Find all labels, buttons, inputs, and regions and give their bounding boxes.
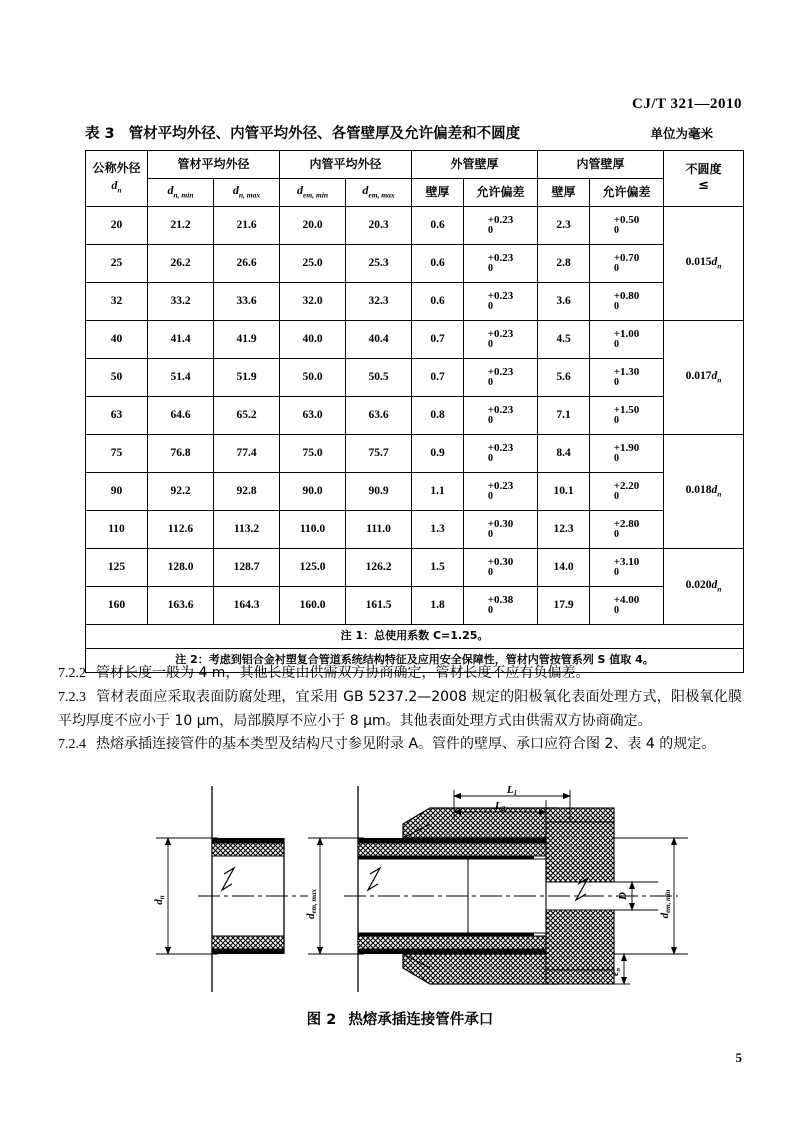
cell-dem-min: 63.0 — [280, 397, 346, 435]
cell-dem-max: 126.2 — [346, 549, 412, 587]
socket-fitting-section — [305, 784, 688, 992]
cell-nominal-diameter: 50 — [86, 359, 148, 397]
cell-dem-max: 20.3 — [346, 207, 412, 245]
col-group-inner-wall-thickness: 内管壁厚 — [538, 151, 664, 179]
table-row — [86, 511, 744, 549]
table-note-row — [86, 625, 744, 649]
dim-label-L2: L2 — [494, 800, 506, 813]
table-header-row-2 — [86, 179, 744, 207]
cell-outer-thickness: 0.7 — [412, 321, 464, 359]
cell-inner-thickness: 17.9 — [538, 587, 590, 625]
cell-outer-thickness: 1.3 — [412, 511, 464, 549]
cell-outer-thickness: 0.6 — [412, 283, 464, 321]
cell-outer-tolerance: +0.23 0 — [464, 245, 538, 283]
cell-dn-min: 76.8 — [148, 435, 214, 473]
table-row — [86, 283, 744, 321]
figure-title: 热熔承插连接管件承口 — [348, 1012, 494, 1028]
cell-outer-tolerance: +0.23 0 — [464, 397, 538, 435]
cell-dem-min: 25.0 — [280, 245, 346, 283]
cell-dem-max: 40.4 — [346, 321, 412, 359]
cell-outer-thickness: 1.8 — [412, 587, 464, 625]
clause-text: 管材长度一般为 4 m，其他长度由供需双方协商确定，管材长度不应有负偏差。 — [96, 665, 590, 681]
cell-inner-tolerance: +3.10 0 — [590, 549, 664, 587]
table-body — [86, 207, 744, 673]
cell-inner-thickness: 7.1 — [538, 397, 590, 435]
cell-dem-max: 63.6 — [346, 397, 412, 435]
cell-dn-max: 33.6 — [214, 283, 280, 321]
table-label: 表 3 — [85, 126, 115, 142]
cell-dn-max: 113.2 — [214, 511, 280, 549]
table-unit-note: 单位为毫米 — [650, 126, 713, 141]
cell-outer-thickness: 0.7 — [412, 359, 464, 397]
cell-dem-min: 160.0 — [280, 587, 346, 625]
cell-inner-thickness: 3.6 — [538, 283, 590, 321]
cell-dn-max: 92.8 — [214, 473, 280, 511]
cell-dem-max: 32.3 — [346, 283, 412, 321]
col-outer-tolerance: 允许偏差 — [464, 179, 538, 207]
page-header-standard-number: CJ/T 321—2010 — [632, 96, 742, 112]
cell-dem-min: 50.0 — [280, 359, 346, 397]
col-dem-max: $d_{em, max}$ — [346, 179, 412, 207]
cell-dn-max: 51.9 — [214, 359, 280, 397]
cell-dn-max: 128.7 — [214, 549, 280, 587]
figure-caption — [0, 1008, 800, 1029]
col-dn-max: $d_{n, max}$ — [214, 179, 280, 207]
cell-outer-thickness: 0.6 — [412, 207, 464, 245]
dim-label-D: D — [617, 892, 629, 900]
col-inner-thickness: 壁厚 — [538, 179, 590, 207]
cell-dem-min: 32.0 — [280, 283, 346, 321]
cell-outer-tolerance: +0.23 0 — [464, 321, 538, 359]
table-row — [86, 321, 744, 359]
cell-dem-max: 75.7 — [346, 435, 412, 473]
col-inner-tolerance: 允许偏差 — [590, 179, 664, 207]
cell-outer-tolerance: +0.23 0 — [464, 473, 538, 511]
dim-label-dem-min: dem, min — [659, 889, 672, 919]
table-row — [86, 473, 744, 511]
clause-number: 7.2.2 — [58, 666, 86, 681]
cell-nominal-diameter: 125 — [86, 549, 148, 587]
clause-7-2-2 — [58, 662, 742, 686]
cell-outer-tolerance: +0.23 0 — [464, 435, 538, 473]
clause-7-2-3 — [58, 686, 742, 732]
cell-dn-min: 33.2 — [148, 283, 214, 321]
cell-outer-thickness: 1.1 — [412, 473, 464, 511]
cell-inner-thickness: 8.4 — [538, 435, 590, 473]
table-caption — [85, 122, 713, 143]
cell-outer-tolerance: +0.30 0 — [464, 549, 538, 587]
cell-inner-tolerance: +0.50 0 — [590, 207, 664, 245]
pipe-dimension-table — [85, 150, 744, 673]
cell-outer-tolerance: +0.23 0 — [464, 359, 538, 397]
cell-dn-min: 41.4 — [148, 321, 214, 359]
table-row — [86, 549, 744, 587]
cell-dn-max: 41.9 — [214, 321, 280, 359]
cell-outer-thickness: 0.8 — [412, 397, 464, 435]
cell-inner-thickness: 14.0 — [538, 549, 590, 587]
cell-dem-min: 125.0 — [280, 549, 346, 587]
table-row — [86, 397, 744, 435]
cell-inner-tolerance: +1.30 0 — [590, 359, 664, 397]
cell-nominal-diameter: 40 — [86, 321, 148, 359]
cell-dem-min: 20.0 — [280, 207, 346, 245]
cell-outer-tolerance: +0.38 0 — [464, 587, 538, 625]
table-note-1: 注 1：总使用系数 C=1.25。 — [86, 625, 744, 649]
cell-nominal-diameter: 90 — [86, 473, 148, 511]
cell-inner-tolerance: +0.80 0 — [590, 283, 664, 321]
col-group-inner-pipe-mean-od: 内管平均外径 — [280, 151, 412, 179]
cell-inner-thickness: 2.8 — [538, 245, 590, 283]
table-note-2: 注 2：考虑到铝合金衬塑复合管道系统结构特征及应用安全保障性，管材内管按管系列 S 值取 4。 — [86, 649, 744, 673]
cell-inner-thickness: 5.6 — [538, 359, 590, 397]
cell-nominal-diameter: 75 — [86, 435, 148, 473]
cell-inner-tolerance: +1.90 0 — [590, 435, 664, 473]
cell-dem-min: 90.0 — [280, 473, 346, 511]
cell-roundness: $0.018d_n$ — [664, 435, 744, 549]
cell-inner-tolerance: +2.20 0 — [590, 473, 664, 511]
table-row — [86, 587, 744, 625]
col-group-outer-wall-thickness: 外管壁厚 — [412, 151, 538, 179]
cell-dn-min: 112.6 — [148, 511, 214, 549]
table-row — [86, 245, 744, 283]
cell-dn-min: 163.6 — [148, 587, 214, 625]
cell-dn-min: 51.4 — [148, 359, 214, 397]
cell-outer-tolerance: +0.23 0 — [464, 283, 538, 321]
cell-inner-tolerance: +4.00 0 — [590, 587, 664, 625]
figure-label: 图 2 — [306, 1012, 337, 1028]
cell-dem-min: 75.0 — [280, 435, 346, 473]
cell-roundness: $0.015d_n$ — [664, 207, 744, 321]
cell-outer-tolerance: +0.23 0 — [464, 207, 538, 245]
clause-7-2-4 — [58, 733, 742, 757]
cell-dem-min: 40.0 — [280, 321, 346, 359]
cell-dem-min: 110.0 — [280, 511, 346, 549]
cell-inner-thickness: 2.3 — [538, 207, 590, 245]
figure-2-socket-drawing — [58, 778, 742, 1000]
cell-dn-max: 77.4 — [214, 435, 280, 473]
clause-number: 7.2.3 — [58, 690, 86, 705]
cell-inner-thickness: 12.3 — [538, 511, 590, 549]
cell-dn-max: 26.6 — [214, 245, 280, 283]
cell-nominal-diameter: 160 — [86, 587, 148, 625]
cell-nominal-diameter: 63 — [86, 397, 148, 435]
cell-dn-min: 64.6 — [148, 397, 214, 435]
cell-dem-max: 111.0 — [346, 511, 412, 549]
cell-dem-max: 50.5 — [346, 359, 412, 397]
col-group-pipe-mean-od: 管材平均外径 — [148, 151, 280, 179]
cell-dn-max: 65.2 — [214, 397, 280, 435]
cell-nominal-diameter: 25 — [86, 245, 148, 283]
cell-dem-max: 161.5 — [346, 587, 412, 625]
col-dem-min: $d_{em, min}$ — [280, 179, 346, 207]
cell-dn-min: 21.2 — [148, 207, 214, 245]
left-pipe-section — [153, 786, 308, 992]
cell-dn-min: 128.0 — [148, 549, 214, 587]
clause-text: 热熔承插连接管件的基本类型及结构尺寸参见附录 A。管件的壁厚、承口应符合图 2、表 4 的规定。 — [96, 736, 716, 752]
clause-text: 管材表面应采取表面防腐处理，宜采用 GB 5237.2—2008 规定的阳极氧化表面处理方式，阳极氧化膜平均厚度不应小于 10 μm，局部膜厚不应小于 8 μm。其他表面处理方式由供需双方协商确定。 — [58, 689, 742, 729]
dim-label-en: $e_n$ — [610, 967, 622, 977]
col-dn-min: $d_{n, min}$ — [148, 179, 214, 207]
cell-roundness: $0.020d_n$ — [664, 549, 744, 625]
cell-nominal-diameter: 32 — [86, 283, 148, 321]
cell-outer-thickness: 0.9 — [412, 435, 464, 473]
dim-label-dn: dn — [153, 895, 166, 905]
cell-nominal-diameter: 110 — [86, 511, 148, 549]
cell-dem-max: 25.3 — [346, 245, 412, 283]
cell-nominal-diameter: 20 — [86, 207, 148, 245]
cell-inner-tolerance: +0.70 0 — [590, 245, 664, 283]
cell-outer-thickness: 1.5 — [412, 549, 464, 587]
cell-dn-min: 26.2 — [148, 245, 214, 283]
dim-label-dem-max: dem, max — [305, 889, 318, 919]
dim-label-L1: L1 — [506, 784, 518, 797]
cell-outer-thickness: 0.6 — [412, 245, 464, 283]
cell-inner-tolerance: +1.50 0 — [590, 397, 664, 435]
socket-technical-drawing — [58, 778, 742, 1000]
cell-outer-tolerance: +0.30 0 — [464, 511, 538, 549]
cell-dem-max: 90.9 — [346, 473, 412, 511]
cell-dn-max: 164.3 — [214, 587, 280, 625]
cell-dn-min: 92.2 — [148, 473, 214, 511]
page-number: 5 — [735, 1050, 742, 1065]
cell-roundness: $0.017d_n$ — [664, 321, 744, 435]
col-outer-thickness: 壁厚 — [412, 179, 464, 207]
cell-inner-tolerance: +1.00 0 — [590, 321, 664, 359]
table-header-row-1 — [86, 151, 744, 179]
table-title: 管材平均外径、内管平均外径、各管壁厚及允许偏差和不圆度 — [128, 126, 521, 142]
table-row — [86, 359, 744, 397]
cell-inner-thickness: 10.1 — [538, 473, 590, 511]
cell-inner-tolerance: +2.80 0 — [590, 511, 664, 549]
table-row — [86, 207, 744, 245]
cell-inner-thickness: 4.5 — [538, 321, 590, 359]
col-nominal-diameter: 公称外径 $d_n$ — [86, 151, 148, 207]
clause-number: 7.2.4 — [58, 737, 86, 752]
col-roundness: 不圆度 ≤ — [664, 151, 744, 207]
cell-dn-max: 21.6 — [214, 207, 280, 245]
table-row — [86, 435, 744, 473]
